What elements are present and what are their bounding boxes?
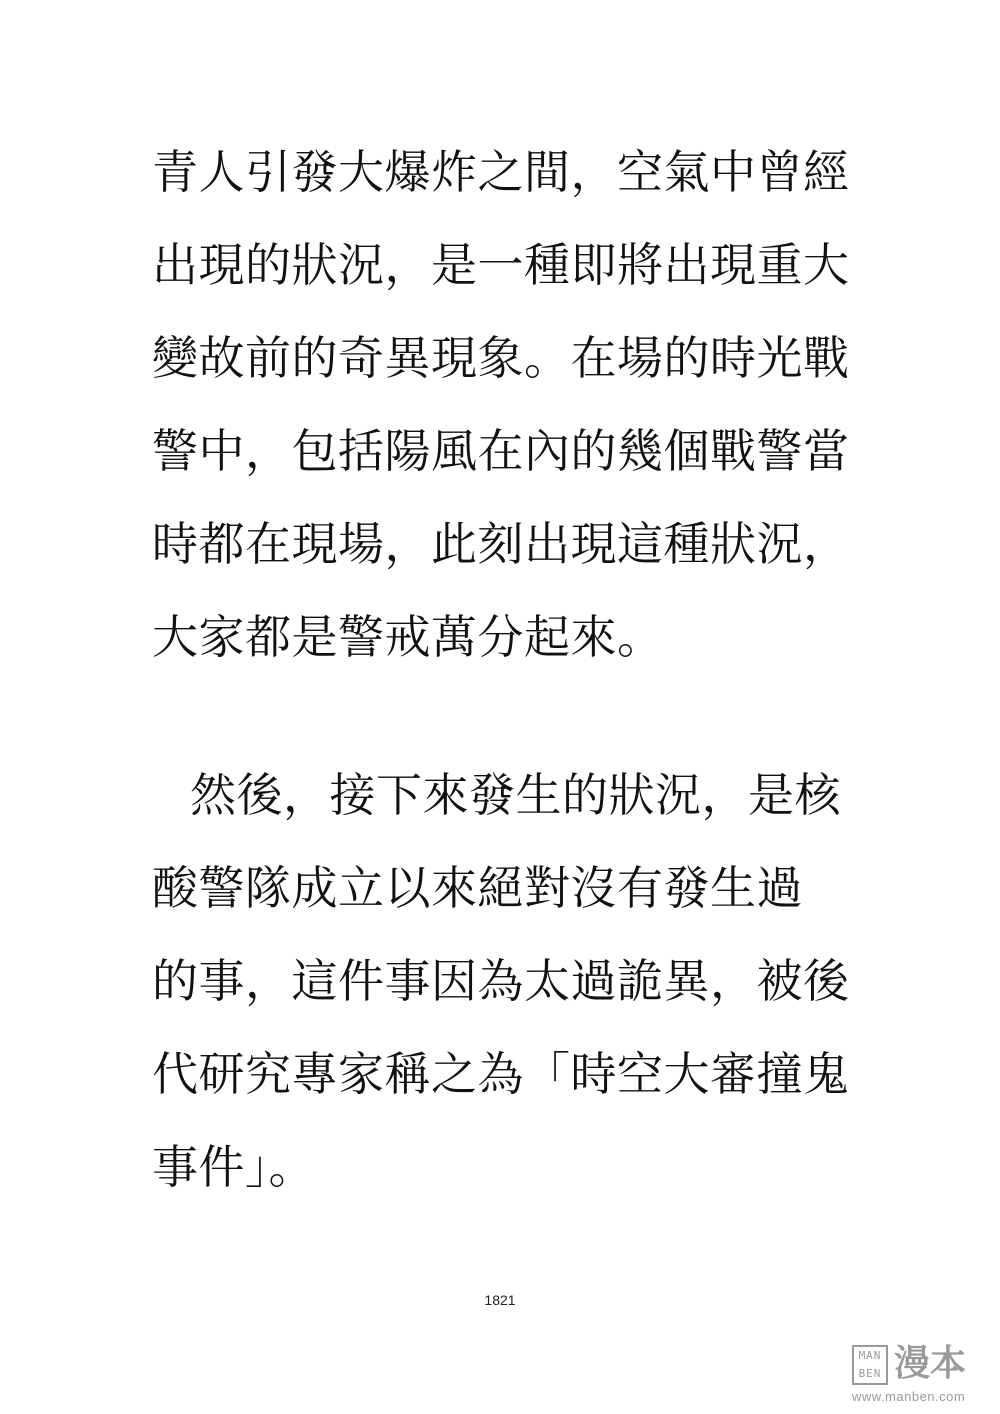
- text-line: 警中，包括陽風在內的幾個戰警當: [152, 424, 850, 478]
- text-line: 出現的狀況，是一種即將出現重大: [152, 238, 850, 292]
- page-number: 1821: [484, 1292, 516, 1308]
- watermark-logo-bottom: BEN: [858, 1367, 882, 1380]
- text-line: 時都在現場，此刻出現這種狀況，: [152, 517, 850, 571]
- text-line: 大家都是警戒萬分起來。: [152, 610, 664, 664]
- text-line: 事件」。: [152, 1140, 315, 1194]
- watermark-logo-top: MAN: [858, 1349, 882, 1362]
- watermark-url: www.manben.com: [852, 1389, 966, 1404]
- text-line: 青人引發大爆炸之間，空氣中曾經: [152, 145, 850, 199]
- text-line: 的事，這件事因為太過詭異，被後: [152, 954, 850, 1008]
- text-line: 酸警隊成立以來絕對沒有發生過: [152, 861, 803, 915]
- paragraph-gap: [152, 694, 872, 759]
- body-text: [152, 136, 872, 1224]
- watermark-logo-chars: 漫本: [894, 1343, 967, 1384]
- watermark-logo-icon: [852, 1345, 888, 1385]
- text-line: 代研究專家稱之為「時空大審撞鬼: [152, 1047, 850, 1101]
- watermark: [852, 1345, 992, 1405]
- text-line: 變故前的奇異現象。在場的時光戰: [152, 331, 850, 385]
- text-line: 然後，接下來發生的狀況，是核: [190, 768, 841, 822]
